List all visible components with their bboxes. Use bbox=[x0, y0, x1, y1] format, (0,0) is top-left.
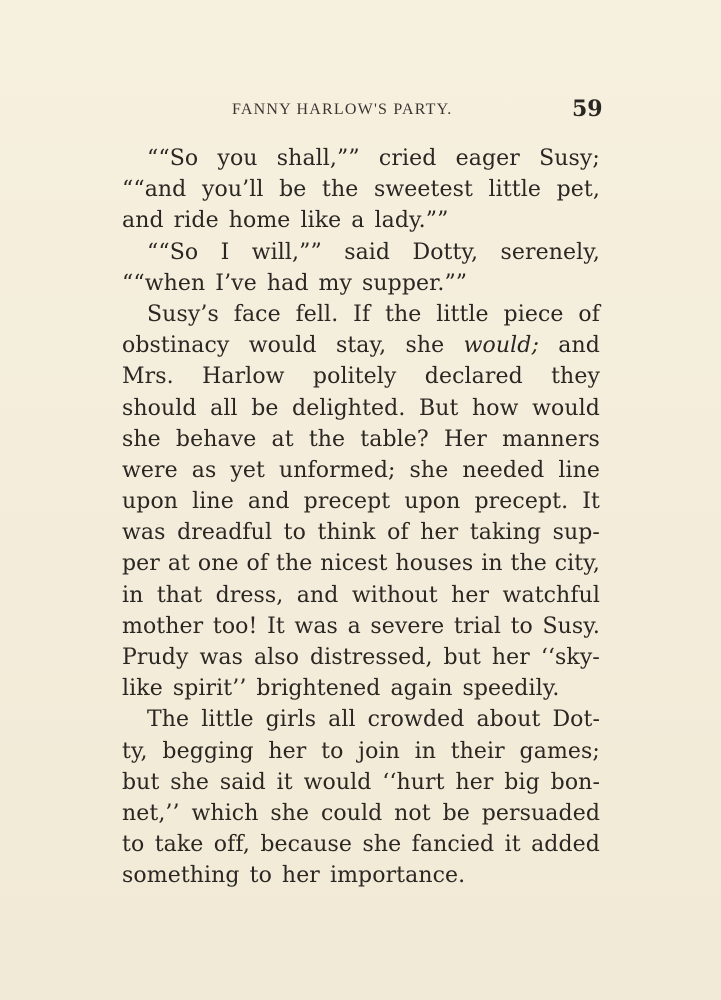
word: little bbox=[201, 707, 254, 733]
word: would; bbox=[463, 333, 539, 359]
word: be bbox=[251, 395, 279, 421]
word: and bbox=[296, 582, 339, 608]
word: Mrs. bbox=[122, 364, 174, 390]
word: brightened bbox=[256, 676, 381, 702]
word: behave bbox=[175, 426, 257, 452]
word: precept. bbox=[474, 489, 569, 515]
text-line bbox=[122, 517, 600, 548]
word: she bbox=[409, 457, 449, 483]
word: their bbox=[450, 738, 505, 764]
word: was bbox=[294, 613, 338, 639]
word: all bbox=[328, 707, 356, 733]
text-line bbox=[122, 205, 600, 236]
word: bon- bbox=[550, 769, 600, 795]
word: line bbox=[192, 489, 234, 515]
word: Susy’s bbox=[147, 301, 219, 327]
word: ride bbox=[173, 208, 219, 234]
word: think bbox=[317, 520, 376, 546]
word: she bbox=[270, 800, 310, 826]
word: but bbox=[443, 645, 481, 670]
word: ‘‘hurt bbox=[382, 769, 445, 795]
text-line bbox=[122, 736, 600, 767]
word: yet bbox=[230, 457, 265, 483]
word: the bbox=[322, 177, 359, 203]
word: taking bbox=[469, 520, 542, 546]
word: big bbox=[504, 769, 540, 795]
word: Harlow bbox=[202, 364, 285, 390]
word: but bbox=[122, 769, 160, 795]
word: Prudy bbox=[122, 645, 189, 670]
word: off, bbox=[213, 832, 250, 858]
word: serenely, bbox=[500, 239, 600, 265]
text-line bbox=[122, 798, 600, 829]
word: obstinacy bbox=[122, 333, 230, 359]
word: would bbox=[303, 769, 372, 795]
word: needed bbox=[462, 457, 545, 483]
word: without bbox=[351, 582, 438, 608]
word: supper.”” bbox=[362, 270, 468, 296]
word: I’ve bbox=[215, 270, 257, 296]
word: stay, bbox=[335, 333, 387, 359]
text-line bbox=[122, 299, 600, 330]
word: a bbox=[347, 613, 361, 639]
word: because bbox=[260, 832, 353, 858]
text-line bbox=[122, 330, 600, 361]
text-line bbox=[122, 642, 600, 673]
text-line bbox=[122, 143, 600, 174]
word: could bbox=[320, 800, 383, 826]
word: she bbox=[122, 426, 161, 452]
word: she bbox=[170, 769, 210, 795]
word: ““when bbox=[122, 270, 206, 296]
word: like bbox=[300, 208, 342, 234]
page-number: 59 bbox=[572, 96, 603, 122]
word: something bbox=[122, 863, 240, 889]
text-line bbox=[122, 548, 600, 579]
text-line bbox=[122, 393, 600, 424]
word: to bbox=[249, 863, 272, 889]
word: said bbox=[219, 769, 266, 795]
word: you’ll bbox=[201, 177, 264, 203]
text-line bbox=[122, 455, 600, 486]
word: little bbox=[488, 177, 541, 203]
word: unformed; bbox=[279, 457, 396, 483]
text-line bbox=[122, 361, 600, 392]
word: little bbox=[436, 301, 489, 327]
word: had bbox=[266, 270, 309, 296]
word: my bbox=[318, 270, 353, 296]
word: of bbox=[578, 301, 600, 327]
word: not bbox=[394, 800, 431, 826]
word: politely bbox=[312, 364, 397, 390]
word: also bbox=[253, 645, 300, 670]
word: would bbox=[532, 395, 600, 421]
word: begging bbox=[162, 738, 254, 764]
word: face bbox=[233, 301, 281, 327]
word: nicest bbox=[320, 551, 388, 577]
word: lady.”” bbox=[374, 208, 449, 234]
word: her bbox=[268, 738, 307, 764]
word: and bbox=[122, 208, 164, 234]
text-line bbox=[122, 580, 600, 611]
word: were bbox=[122, 457, 178, 483]
word: Dotty, bbox=[412, 239, 479, 265]
word: shall,”” bbox=[276, 146, 360, 171]
word: her bbox=[491, 645, 530, 670]
word: at bbox=[167, 551, 190, 577]
word: dreadful bbox=[177, 520, 273, 546]
word: precept bbox=[303, 489, 391, 515]
word: The bbox=[147, 707, 190, 733]
word: crowded bbox=[367, 707, 465, 733]
word: games; bbox=[519, 738, 600, 764]
word: declared bbox=[424, 364, 523, 390]
word: they bbox=[551, 364, 600, 390]
word: speedily. bbox=[462, 676, 560, 702]
word: be bbox=[279, 177, 307, 203]
word: ““So bbox=[147, 239, 199, 265]
word: was bbox=[199, 645, 243, 670]
word: Susy; bbox=[539, 146, 600, 171]
word: manners bbox=[502, 426, 600, 452]
word: and bbox=[247, 489, 290, 515]
word: her bbox=[420, 520, 459, 546]
word: a bbox=[351, 208, 365, 234]
word: delighted. bbox=[292, 395, 406, 421]
word: Her bbox=[443, 426, 487, 452]
running-head bbox=[0, 98, 721, 128]
word: girls bbox=[265, 707, 317, 733]
word: It bbox=[582, 489, 600, 515]
word: sup- bbox=[552, 520, 600, 546]
word: distressed, bbox=[310, 645, 433, 670]
word: ty, bbox=[122, 738, 148, 764]
word: watchful bbox=[502, 582, 600, 608]
word: severe bbox=[370, 613, 445, 639]
word: per bbox=[122, 551, 160, 577]
word: the bbox=[510, 551, 547, 577]
word: join bbox=[358, 738, 400, 764]
word: her bbox=[281, 863, 320, 889]
word: which bbox=[191, 800, 259, 826]
word: ““and bbox=[122, 177, 187, 203]
word: Susy. bbox=[542, 613, 600, 639]
word: net,’’ bbox=[122, 800, 180, 826]
word: in bbox=[414, 738, 436, 764]
word: will,”” bbox=[251, 239, 322, 265]
word: at bbox=[271, 426, 294, 452]
word: trial bbox=[453, 613, 501, 639]
word: of bbox=[387, 520, 409, 546]
text-line bbox=[122, 237, 600, 268]
word: said bbox=[344, 239, 391, 265]
word: ‘‘sky- bbox=[540, 645, 600, 670]
word: to bbox=[122, 832, 145, 858]
text-line bbox=[122, 486, 600, 517]
word: It bbox=[267, 613, 285, 639]
word: in bbox=[122, 582, 144, 608]
word: dress, bbox=[215, 582, 284, 608]
word: she bbox=[405, 333, 445, 359]
word: eager bbox=[455, 146, 520, 171]
word: table? bbox=[360, 426, 429, 452]
word: home bbox=[228, 208, 291, 234]
text-line bbox=[122, 704, 600, 735]
word: it bbox=[504, 832, 521, 858]
word: of bbox=[246, 551, 269, 577]
word: ““So bbox=[147, 146, 199, 171]
word: persuaded bbox=[481, 800, 600, 826]
word: to bbox=[510, 613, 533, 639]
body-text bbox=[122, 143, 600, 892]
word: should bbox=[122, 395, 197, 421]
word: she bbox=[362, 832, 402, 858]
text-line bbox=[122, 268, 600, 299]
word: be bbox=[442, 800, 470, 826]
word: like bbox=[122, 676, 163, 702]
word: mother bbox=[122, 613, 204, 639]
word: her bbox=[451, 582, 490, 608]
word: again bbox=[390, 676, 453, 702]
word: was bbox=[122, 520, 166, 546]
word: sweetest bbox=[373, 177, 473, 203]
word: If bbox=[353, 301, 371, 327]
word: the bbox=[385, 301, 422, 327]
text-line bbox=[122, 673, 600, 704]
text-line bbox=[122, 767, 600, 798]
text-line bbox=[122, 611, 600, 642]
word: as bbox=[191, 457, 217, 483]
word: fancied bbox=[411, 832, 495, 858]
word: and bbox=[558, 333, 600, 359]
word: all bbox=[210, 395, 238, 421]
word: about bbox=[476, 707, 541, 733]
word: houses bbox=[395, 551, 474, 577]
word: it bbox=[276, 769, 293, 795]
word: her bbox=[455, 769, 494, 795]
word: spirit’’ bbox=[172, 676, 247, 702]
word: that bbox=[156, 582, 203, 608]
word: fell. bbox=[295, 301, 339, 327]
word: pet, bbox=[556, 177, 600, 203]
word: added bbox=[531, 832, 600, 858]
word: upon bbox=[404, 489, 461, 515]
text-line bbox=[122, 174, 600, 205]
word: take bbox=[154, 832, 204, 858]
word: too! bbox=[212, 613, 258, 639]
running-title: FANNY HARLOW'S PARTY. bbox=[232, 101, 453, 118]
word: to bbox=[283, 520, 306, 546]
text-line bbox=[122, 829, 600, 860]
word: how bbox=[472, 395, 519, 421]
word: the bbox=[308, 426, 346, 452]
word: line bbox=[558, 457, 600, 483]
word: one bbox=[197, 551, 239, 577]
word: city, bbox=[554, 551, 600, 577]
text-line bbox=[122, 860, 600, 891]
word: piece bbox=[503, 301, 564, 327]
word: you bbox=[217, 146, 258, 171]
word: to bbox=[321, 738, 344, 764]
word: in bbox=[481, 551, 503, 577]
word: cried bbox=[378, 146, 437, 171]
word: I bbox=[220, 239, 230, 265]
word: upon bbox=[122, 489, 179, 515]
word: the bbox=[276, 551, 313, 577]
word: But bbox=[418, 395, 459, 421]
word: would bbox=[248, 333, 317, 359]
text-line bbox=[122, 424, 600, 455]
word: importance. bbox=[329, 863, 466, 889]
word: Dot- bbox=[552, 707, 600, 733]
